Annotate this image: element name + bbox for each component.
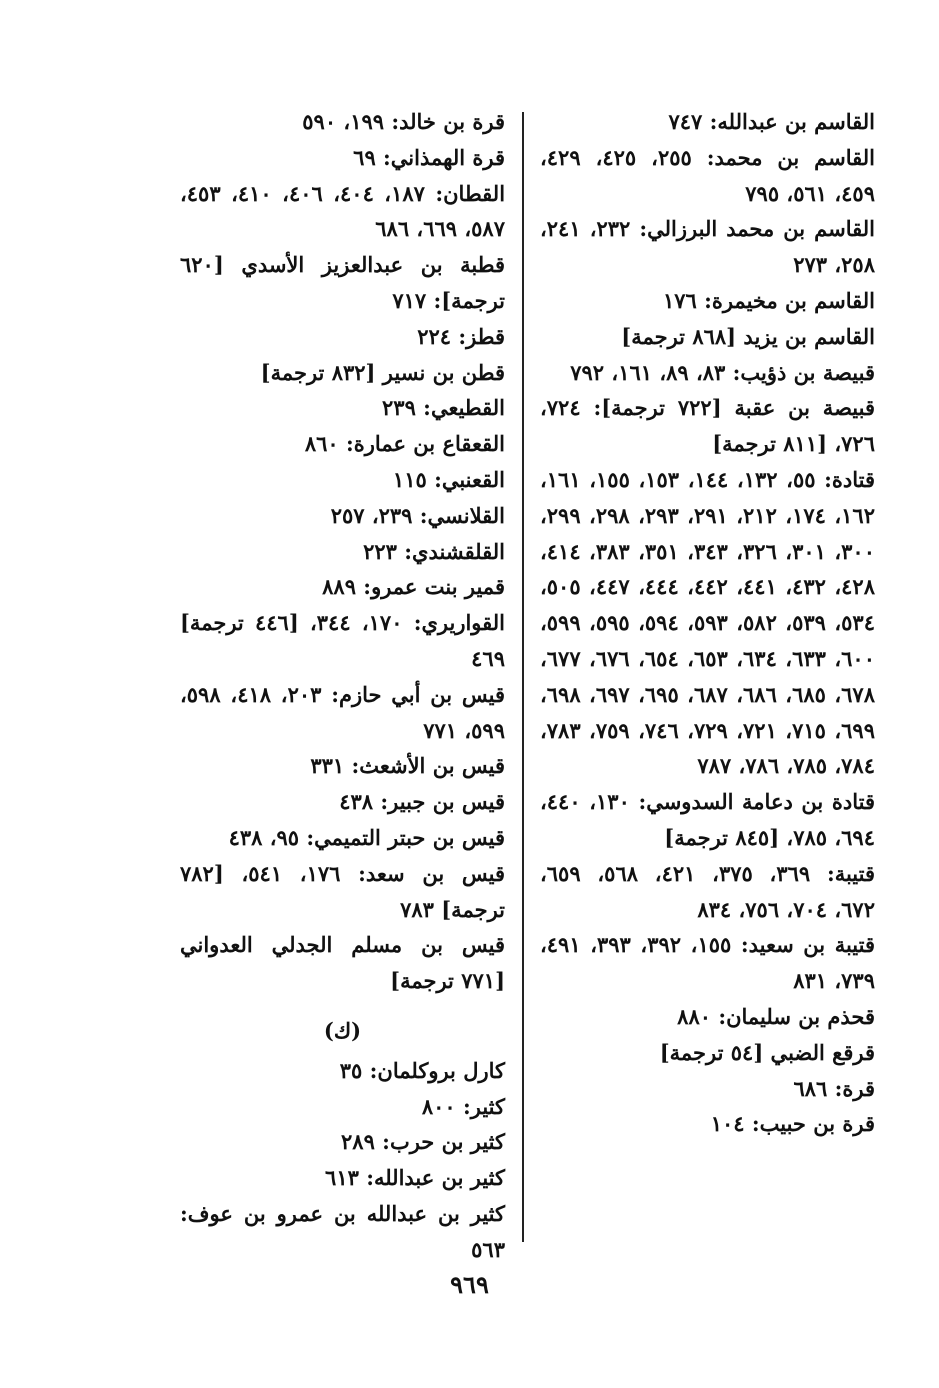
- index-column-left: [180, 104, 505, 1268]
- index-entry: القلانسي: ٢٣٩، ٢٥٧: [330, 502, 505, 528]
- index-entry: قمير بنت عمرو: ٨٨٩: [322, 574, 505, 600]
- index-entry: قيس بن الأشعث: ٣٣١: [310, 753, 505, 779]
- page-number: ٩٦٩: [450, 1270, 489, 1299]
- column-divider: [522, 112, 524, 1242]
- index-entry: قتادة: ٥٥، ١٣٢، ١٤٤، ١٥٣، ١٥٥، ١٦١، ١٦٢، ١٧٤، ٢١٢، ٢٩١، ٢٩٣، ٢٩٨، ٢٩٩، ٣٠٠، ٣٠١، ٣٢٦، ٣٤٣، ٣٥١، ٣٨٣، ٤١٤، ٤٢٨، ٤٣٢، ٤٤١، ٤٤٢، ٤٤٤، ٤٤٧، ٥٠٥، ٥٣٤، ٥٣٩، ٥٨٢، ٥٩٣، ٥٩٤، ٥٩٥، ٥٩٩، ٦٠٠، ٦٣٣، ٦٣٤، ٦٥٣، ٦٥٤، ٦٧٦، ٦٧٧، ٦٧٨، ٦٨٥، ٦٨٦، ٦٨٧، ٦٩٥، ٦٩٧، ٦٩٨، ٦٩٩، ٧١٥، ٧٢١، ٧٢٩، ٧٤٦، ٧٥٩، ٧٨٣، ٧٨٤، ٧٨٥، ٧٨٦، ٧٨٧: [540, 466, 876, 779]
- index-entry: قيس بن مسلم الجدلي العدواني [٧٧١ ترجمة]: [180, 932, 505, 994]
- index-entry: كثير بن عبدالله: ٦١٣: [325, 1165, 505, 1191]
- index-entry: القواريري: ١٧٠، ٣٤٤، [٤٤٦ ترجمة] ٤٦٩: [180, 610, 506, 671]
- index-entry: قتيبة: ٣٦٩، ٣٧٥، ٤٢١، ٥٦٨، ٦٥٩، ٦٧٢، ٧٠٤، ٧٥٦، ٨٣٤: [540, 860, 876, 922]
- index-entry: قطبة بن عبدالعزيز الأسدي [٦٢٠ ترجمة]: ٧١٧: [180, 252, 505, 313]
- index-entry: القلقشندي: ٢٢٣: [363, 538, 505, 564]
- index-entry: قبيصة بن ذؤيب: ٨٣، ٨٩، ١٦١، ٧٩٢: [570, 359, 875, 385]
- index-entry: القطان: ١٨٧، ٤٠٤، ٤٠٦، ٤١٠، ٤٥٣، ٥٨٧، ٦٦٩، ٦٨٦: [180, 180, 506, 242]
- index-entry: كثير بن عبدالله بن عمرو بن عوف: ٥٦٣: [180, 1200, 505, 1262]
- index-entry: القاسم بن مخيمرة: ١٧٦: [662, 287, 875, 313]
- index-entry: قرقع الضبي [٥٤ ترجمة]: [659, 1039, 875, 1065]
- index-entry: قيس بن حبتر التميمي: ٩٥، ٤٣٨: [228, 824, 505, 850]
- index-entry: قطز: ٢٢٤: [417, 323, 505, 349]
- index-entry: القاسم بن محمد: ٢٥٥، ٤٢٥، ٤٢٩، ٤٥٩، ٥٦١، ٧٩٥: [540, 144, 876, 206]
- section-heading: (ك): [323, 1017, 362, 1043]
- index-entry: قطن بن نسير [٨٣٢ ترجمة]: [260, 359, 505, 385]
- index-entry: القعقاع بن عمارة: ٨٦٠: [304, 431, 505, 457]
- index-entry: كارل بروكلمان: ٣٥: [339, 1057, 505, 1083]
- index-entry: قرة الهمذاني: ٦٩: [353, 144, 505, 170]
- index-entry: القطيعي: ٢٣٩: [382, 395, 505, 421]
- index-entry: قتادة بن دعامة السدوسي: ١٣٠، ٤٤٠، ٦٩٤، ٧٨٥، [٨٤٥ ترجمة]: [540, 789, 875, 850]
- index-entry: قرة: ٦٨٦: [793, 1075, 875, 1101]
- index-entry: قبيصة بن عقبة [٧٢٢ ترجمة]: ٧٢٤، ٧٢٦، [٨١١ ترجمة]: [540, 395, 875, 457]
- index-entry: كثير: ٨٠٠: [421, 1093, 505, 1119]
- index-entry: قيس بن أبي حازم: ٢٠٣، ٤١٨، ٥٩٨، ٥٩٩، ٧٧١: [180, 681, 505, 743]
- index-entry: القعنبي: ١١٥: [392, 466, 505, 492]
- index-column-right: [540, 104, 875, 1142]
- index-entry: قيس بن جبير: ٤٣٨: [339, 789, 505, 815]
- index-entry: كثير بن حرب: ٢٨٩: [341, 1129, 505, 1155]
- index-entry: قرة بن خالد: ١٩٩، ٥٩٠: [302, 109, 505, 134]
- index-entry: القاسم بن محمد البرزالي: ٢٣٢، ٢٤١، ٢٥٨، ٢٧٣: [540, 216, 876, 278]
- index-entry: القاسم بن يزيد [٨٦٨ ترجمة]: [621, 323, 875, 349]
- index-entry: القاسم بن عبدالله: ٧٤٧: [668, 109, 875, 134]
- index-entry: قرة بن حبيب: ١٠٤: [710, 1111, 875, 1137]
- index-entry: قحذم بن سليمان: ٨٨٠: [677, 1003, 875, 1029]
- index-entry: قتيبة بن سعيد: ١٥٥، ٣٩٢، ٣٩٣، ٤٩١، ٧٣٩، ٨٣١: [540, 932, 876, 994]
- index-entry: قيس بن سعد: ١٧٦، ٥٤١، [٧٨٢ ترجمة] ٧٨٣: [180, 860, 506, 922]
